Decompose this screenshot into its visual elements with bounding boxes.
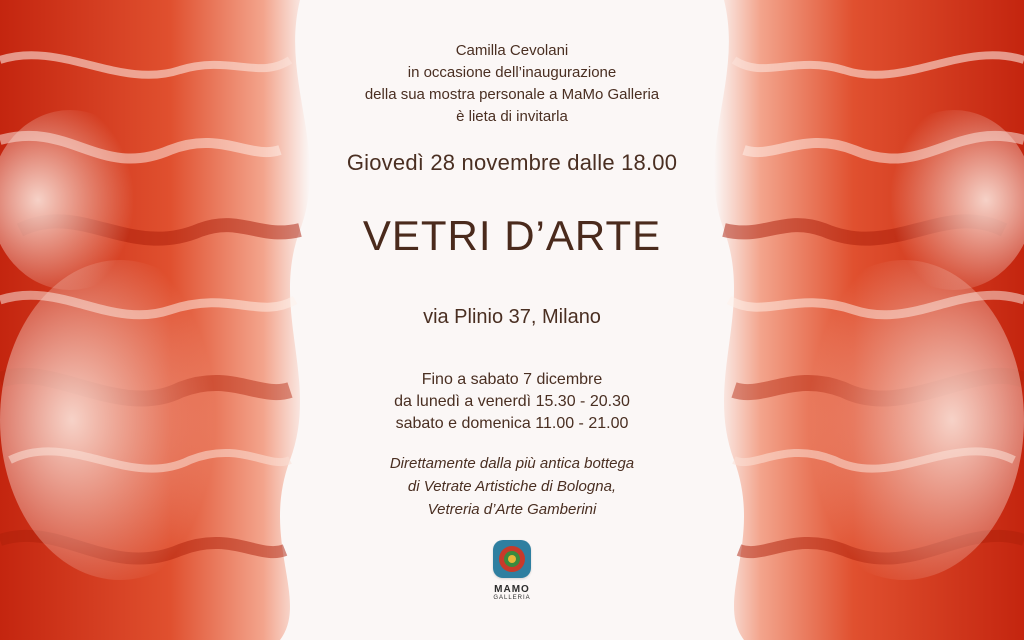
logo-subtitle: GALLERIA <box>493 595 531 601</box>
invitation-intro <box>300 40 724 128</box>
gallery-address: via Plinio 37, Milano <box>423 306 601 328</box>
mamo-galleria-logo <box>472 540 552 601</box>
intro-line-invite: è lieta di invitarla <box>456 108 568 125</box>
right-swirl-graphic <box>694 0 1024 640</box>
intro-line-occasion: in occasione dell’inaugurazione <box>407 64 617 81</box>
exhibition-title: VETRI D’ARTE <box>362 212 662 259</box>
invitation-content <box>300 0 724 640</box>
provenance-note <box>300 452 724 521</box>
left-swirl-graphic <box>0 0 330 640</box>
left-red-glass-artwork <box>0 0 330 640</box>
opening-hours <box>300 369 724 435</box>
note-line-1: Direttamente dalla più antica bottega <box>389 455 635 472</box>
right-red-glass-artwork <box>694 0 1024 640</box>
logo-name: MAMO <box>494 584 530 595</box>
note-line-3: Vetreria d’Arte Gamberini <box>427 501 597 518</box>
note-line-2: di Vetrate Artistiche di Bologna, <box>407 478 617 495</box>
intro-line-artist: Camilla Cevolani <box>455 42 569 59</box>
hours-weekend: sabato e domenica 11.00 - 21.00 <box>395 415 629 432</box>
hours-until: Fino a sabato 7 dicembre <box>421 371 603 388</box>
hours-weekdays: da lunedì a venerdì 15.30 - 20.30 <box>394 393 630 410</box>
mamo-galleria-logo-icon <box>493 540 531 578</box>
opening-date: Giovedì 28 novembre dalle 18.00 <box>346 150 678 175</box>
intro-line-exhibition: della sua mostra personale a MaMo Galleria <box>364 86 660 103</box>
